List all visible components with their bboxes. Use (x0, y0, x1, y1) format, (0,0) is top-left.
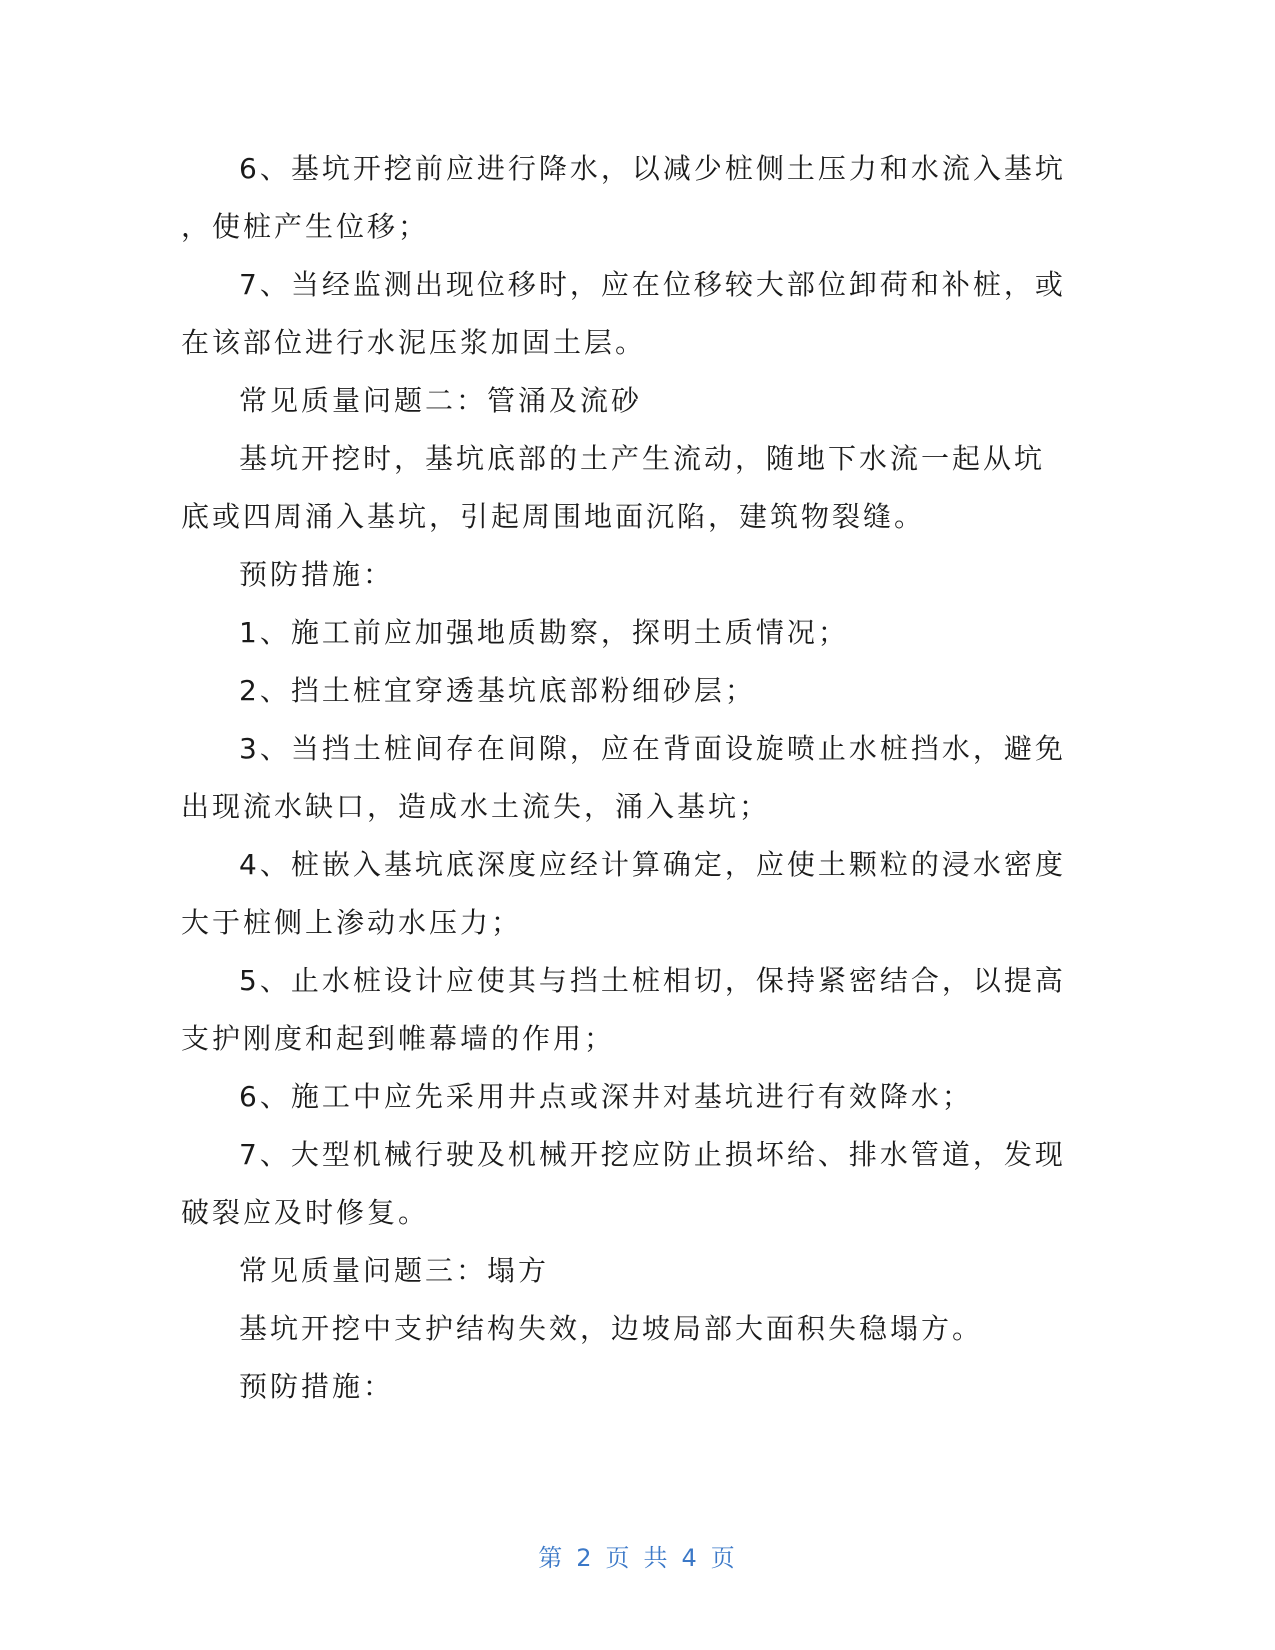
list-item: 6、施工中应先采用井点或深井对基坑进行有效降水； (239, 1080, 973, 1113)
section-heading: 常见质量问题三：塌方 (239, 1254, 550, 1287)
list-item-continuation: 大于桩侧上渗动水压力； (181, 906, 523, 939)
list-item: 7、大型机械行驶及机械开挖应防止损坏给、排水管道，发现 (239, 1138, 1066, 1171)
body-text (181, 140, 1066, 1416)
list-item: 3、当挡土桩间存在间隙，应在背面设旋喷止水桩挡水，避免 (239, 732, 1066, 765)
subheading: 预防措施： (239, 558, 395, 591)
text-line: 基坑开挖时，基坑底部的土产生流动，随地下水流一起从坑 (239, 442, 1046, 475)
footer-mid1: 页 (605, 1544, 632, 1572)
list-item-continuation: 支护刚度和起到帷幕墙的作用； (181, 1022, 616, 1055)
list-item: 5、止水桩设计应使其与挡土桩相切，保持紧密结合，以提高 (239, 964, 1066, 997)
footer-mid2: 共 (643, 1544, 670, 1572)
page-footer (0, 1538, 1275, 1573)
list-item: 1、施工前应加强地质勘察，探明土质情况； (239, 616, 849, 649)
list-item-continuation: 破裂应及时修复。 (181, 1196, 430, 1229)
footer-current-page: 2 (576, 1544, 594, 1572)
text-line: 7、当经监测出现位移时，应在位移较大部位卸荷和补桩，或 (239, 268, 1066, 301)
footer-total-pages: 4 (681, 1544, 699, 1572)
section-heading: 常见质量问题二：管涌及流砂 (239, 384, 643, 417)
list-item-continuation: 出现流水缺口，造成水土流失，涌入基坑； (181, 790, 771, 823)
list-item: 4、桩嵌入基坑底深度应经计算确定，应使土颗粒的浸水密度 (239, 848, 1066, 881)
text-line: ，使桩产生位移； (181, 210, 430, 243)
footer-prefix: 第 (538, 1544, 565, 1572)
text-line: 6、基坑开挖前应进行降水，以减少桩侧土压力和水流入基坑 (239, 152, 1066, 185)
text-line: 底或四周涌入基坑，引起周围地面沉陷，建筑物裂缝。 (181, 500, 926, 533)
footer-suffix: 页 (710, 1544, 737, 1572)
text-line: 在该部位进行水泥压浆加固土层。 (181, 326, 647, 359)
list-item: 2、挡土桩宜穿透基坑底部粉细砂层； (239, 674, 756, 707)
text-line: 基坑开挖中支护结构失效，边坡局部大面积失稳塌方。 (239, 1312, 984, 1345)
subheading: 预防措施： (239, 1370, 395, 1403)
